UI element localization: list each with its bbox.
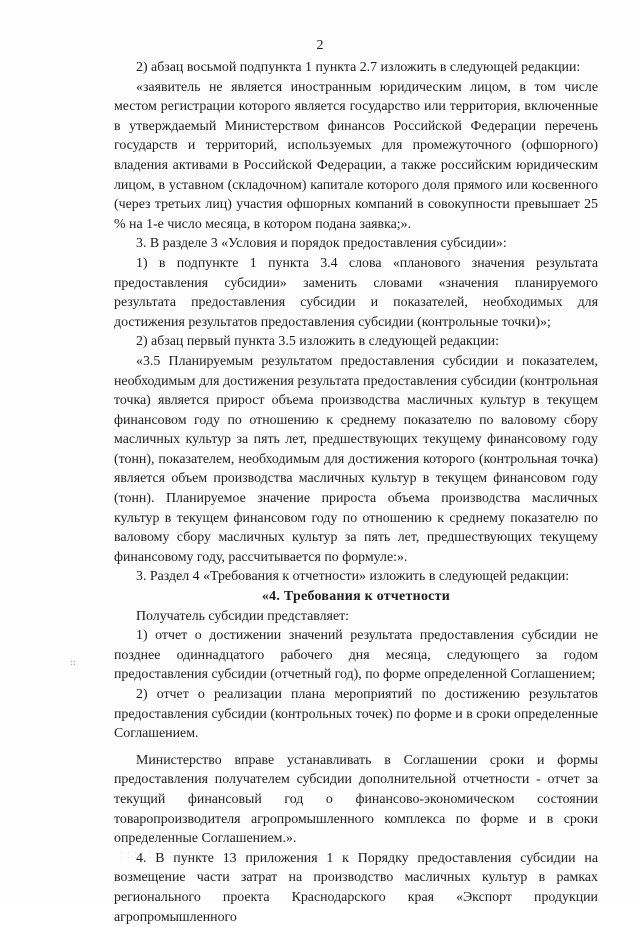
section-heading: «4. Требования к отчетности bbox=[261, 589, 451, 605]
paragraph: 3. В разделе 3 «Условия и порядок предоставления субсидии»: bbox=[136, 236, 507, 252]
scan-specks bbox=[118, 850, 208, 860]
paragraph: 2) абзац первый пункта 3.5 изложить в следующей редакции: bbox=[136, 334, 499, 350]
paragraph: 3. Раздел 4 «Требования к отчетности» изложить в следующей редакции: bbox=[136, 569, 570, 585]
paragraph: 1) в подпункте 1 пункта 3.4 слова «планового значения результата предоставления субсидии» заменить словами «значения планируемого результата предоставления субсидии и показателей, необходимых для достижения результатов предоставления субсидии (контрольные точки)»; bbox=[114, 255, 598, 330]
paragraph: «заявитель не является иностранным юридическим лицом, в том числе местом регистрации которого является государство или территория, включенные в утверждаемый Министерством финансов Российской Федерации перечень государств и территорий, используемых для промежуточного (офшорного) владения активами в Российской Федерации, а также российским юридическим лицом, в уставном (складочном) капитале которого доля прямого или косвенного (через третьих лиц) участия офшорных компаний в совокупности превышает 25 % на 1-е число месяца, в котором подана заявка;». bbox=[114, 79, 598, 232]
document-body bbox=[114, 58, 598, 927]
page-number: 2 bbox=[316, 38, 324, 53]
paragraph: Министерство вправе устанавливать в Соглашении сроки и формы предоставления получателем субсидии дополнительной отчетности - отчет за текущий финансовый год о финансово-экономическом состоянии товаропроизводителя агропромышленного комплекса по форме и в сроки определенные Соглашением.». bbox=[114, 752, 598, 847]
paragraph: «3.5 Планируемым результатом предоставления субсидии и показателем, необходимым для достижения результата предоставления субсидии (контрольная точка) является прирост объема производства масличных культур в текущем финансовом году по отношению к среднему показателю по валовому сбору масличных культур за пять лет, предшествующих текущему финансовому году (тонн), показателем, необходимым для достижения которого (контрольная точка) является объем производства масличных культур в текущем финансовом году (тонн). Планируемое значение прироста объема производства масличных культур в текущем финансовом году по отношению к среднему показателю по валовому сбору масличных культур за пять лет, предшествующих текущему финансовому году, рассчитывается по формуле:». bbox=[114, 353, 598, 565]
paragraph: 2) отчет о реализации плана мероприятий по достижению результатов предоставления субсидии (контрольных точек) по форме и в сроки определенные Соглашением. bbox=[114, 687, 598, 742]
paragraph: 2) абзац восьмой подпункта 1 пункта 2.7 изложить в следующей редакции: bbox=[136, 60, 581, 75]
paragraph: 4. В пункте 13 приложения 1 к Порядку предоставления субсидии на возмещение части затрат на производство масличных культур в рамках регионального проекта Краснодарского края «Экспорт продукции агропромышленного bbox=[114, 850, 598, 925]
scan-mark bbox=[70, 660, 76, 666]
paragraph: Получатель субсидии представляет: bbox=[136, 608, 350, 624]
paragraph: 1) отчет о достижении значений результата предоставления субсидии не позднее одиннадцатого рабочего дня месяца, следующего за годом предоставления субсидии (отчетный год), по форме определенной Соглашением; bbox=[114, 628, 598, 683]
